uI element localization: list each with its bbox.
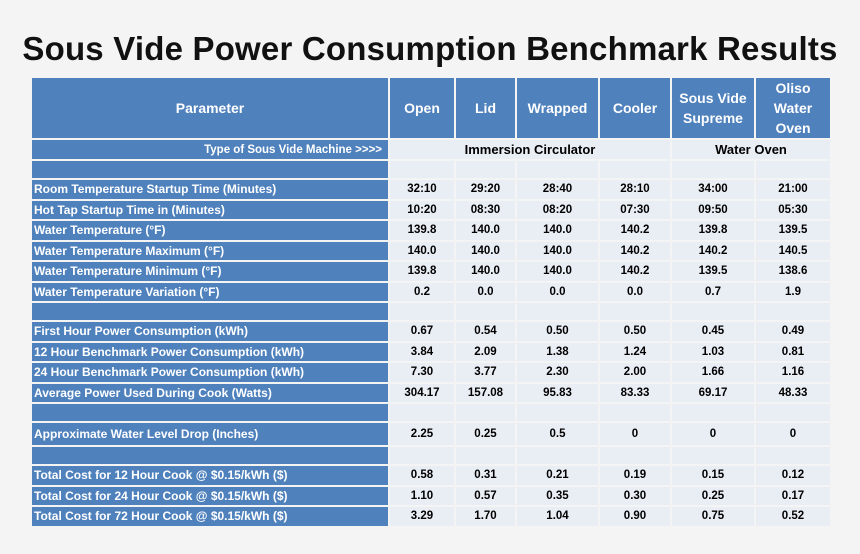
table-cell: 69.17 [672,384,754,403]
row-label: Hot Tap Startup Time in (Minutes) [32,201,388,220]
spacer-cell [756,447,830,464]
row-label: Total Cost for 72 Hour Cook @ $0.15/kWh ($) [32,507,388,526]
table-row [32,201,830,220]
table-cell: 138.6 [756,262,830,281]
table-cell: 0.2 [390,283,454,302]
spacer-row [32,447,830,464]
spacer-cell [600,161,670,178]
table-row [32,363,830,382]
spacer-cell [390,447,454,464]
table-cell: 2.30 [517,363,598,382]
spacer-cell [672,161,754,178]
table-cell: 7.30 [390,363,454,382]
row-label: Room Temperature Startup Time (Minutes) [32,180,388,199]
spacer-cell [456,404,515,421]
table-cell: 140.2 [600,242,670,261]
immersion-circulator-group: Immersion Circulator [390,140,670,159]
table-cell: 0.67 [390,322,454,341]
table-cell: 0 [672,423,754,445]
table-cell: 0.31 [456,466,515,485]
table-cell: 140.0 [456,262,515,281]
machine-type-row [32,140,830,159]
row-label: Water Temperature Minimum (°F) [32,262,388,281]
spacer-cell [672,404,754,421]
spacer-cell [672,447,754,464]
table-row [32,283,830,302]
table-cell: 0.35 [517,487,598,506]
water-oven-group: Water Oven [672,140,830,159]
table-cell: 1.38 [517,343,598,362]
table-cell: 139.8 [390,262,454,281]
table-cell: 0.5 [517,423,598,445]
table-cell: 0 [600,423,670,445]
table-cell: 0.12 [756,466,830,485]
table-cell: 0.81 [756,343,830,362]
spacer-cell [756,161,830,178]
spacer-cell [32,161,388,178]
spacer-cell [32,447,388,464]
table-cell: 139.5 [672,262,754,281]
table-row [32,322,830,341]
table-cell: 0 [756,423,830,445]
table-cell: 1.66 [672,363,754,382]
spacer-row [32,404,830,421]
table-cell: 3.77 [456,363,515,382]
table-cell: 0.54 [456,322,515,341]
table-cell: 1.16 [756,363,830,382]
table-cell: 21:00 [756,180,830,199]
table-cell: 0.50 [517,322,598,341]
spacer-row [32,303,830,320]
table-cell: 1.9 [756,283,830,302]
spacer-cell [32,404,388,421]
table-cell: 0.50 [600,322,670,341]
header-oliso-water-oven: Oliso Water Oven [756,78,830,138]
header-sous-vide-supreme: Sous Vide Supreme [672,78,754,138]
table-cell: 1.24 [600,343,670,362]
table-row [32,423,830,445]
spacer-cell [390,161,454,178]
table-cell: 0.75 [672,507,754,526]
header-parameter: Parameter [32,78,388,138]
spacer-cell [517,447,598,464]
table-cell: 07:30 [600,201,670,220]
header-cooler: Cooler [600,78,670,138]
table-cell: 304.17 [390,384,454,403]
spacer-cell [756,404,830,421]
table-cell: 0.52 [756,507,830,526]
table-cell: 48.33 [756,384,830,403]
row-label: Water Temperature (°F) [32,221,388,240]
table-cell: 157.08 [456,384,515,403]
table-cell: 140.0 [456,221,515,240]
row-label: Total Cost for 12 Hour Cook @ $0.15/kWh ($) [32,466,388,485]
table-cell: 0.49 [756,322,830,341]
table-cell: 0.58 [390,466,454,485]
table-cell: 0.21 [517,466,598,485]
spacer-cell [517,161,598,178]
table-cell: 0.0 [456,283,515,302]
spacer-cell [517,404,598,421]
header-open: Open [390,78,454,138]
table-row [32,262,830,281]
spacer-cell [756,303,830,320]
table-cell: 1.03 [672,343,754,362]
table-cell: 0.30 [600,487,670,506]
spacer-cell [600,303,670,320]
table-cell: 2.09 [456,343,515,362]
table-cell: 28:40 [517,180,598,199]
table-cell: 140.2 [600,221,670,240]
table-cell: 0.45 [672,322,754,341]
table-cell: 140.0 [517,221,598,240]
header-row [32,78,830,138]
row-label: 12 Hour Benchmark Power Consumption (kWh) [32,343,388,362]
table-row [32,180,830,199]
table-cell: 1.04 [517,507,598,526]
table-cell: 140.0 [390,242,454,261]
table-cell: 139.5 [756,221,830,240]
table-cell: 08:30 [456,201,515,220]
table-cell: 08:20 [517,201,598,220]
spacer-cell [456,447,515,464]
table-cell: 0.0 [517,283,598,302]
table-cell: 28:10 [600,180,670,199]
table-cell: 95.83 [517,384,598,403]
table-cell: 139.8 [672,221,754,240]
spacer-cell [456,303,515,320]
row-label: Approximate Water Level Drop (Inches) [32,423,388,445]
table-cell: 1.70 [456,507,515,526]
table-cell: 2.00 [600,363,670,382]
table-cell: 140.2 [600,262,670,281]
row-label: Average Power Used During Cook (Watts) [32,384,388,403]
header-lid: Lid [456,78,515,138]
table-cell: 0.17 [756,487,830,506]
header-wrapped: Wrapped [517,78,598,138]
table-cell: 0.0 [600,283,670,302]
row-label: Total Cost for 24 Hour Cook @ $0.15/kWh ($) [32,487,388,506]
table-cell: 10:20 [390,201,454,220]
table-cell: 140.0 [517,242,598,261]
table-cell: 140.0 [456,242,515,261]
table-cell: 2.25 [390,423,454,445]
table-row [32,384,830,403]
table-cell: 32:10 [390,180,454,199]
table-cell: 0.57 [456,487,515,506]
table-cell: 140.0 [517,262,598,281]
row-label: 24 Hour Benchmark Power Consumption (kWh) [32,363,388,382]
table-row [32,487,830,506]
row-label: First Hour Power Consumption (kWh) [32,322,388,341]
table-cell: 0.15 [672,466,754,485]
table-row [32,507,830,526]
table-cell: 140.5 [756,242,830,261]
table-row [32,466,830,485]
spacer-row [32,161,830,178]
machine-type-label: Type of Sous Vide Machine >>>> [32,140,388,159]
table-cell: 0.19 [600,466,670,485]
spacer-cell [390,404,454,421]
table-cell: 0.7 [672,283,754,302]
spacer-cell [600,447,670,464]
spacer-cell [672,303,754,320]
table-cell: 3.29 [390,507,454,526]
benchmark-table [30,76,832,528]
table-cell: 0.25 [672,487,754,506]
row-label: Water Temperature Maximum (°F) [32,242,388,261]
table-cell: 09:50 [672,201,754,220]
spacer-cell [517,303,598,320]
table-cell: 05:30 [756,201,830,220]
table-row [32,242,830,261]
spacer-cell [32,303,388,320]
table-cell: 3.84 [390,343,454,362]
table-row [32,343,830,362]
table-cell: 29:20 [456,180,515,199]
table-cell: 139.8 [390,221,454,240]
table-row [32,221,830,240]
spacer-cell [600,404,670,421]
table-cell: 0.90 [600,507,670,526]
spacer-cell [390,303,454,320]
table-cell: 83.33 [600,384,670,403]
spacer-cell [456,161,515,178]
table-cell: 140.2 [672,242,754,261]
table-cell: 34:00 [672,180,754,199]
table-cell: 1.10 [390,487,454,506]
table-cell: 0.25 [456,423,515,445]
row-label: Water Temperature Variation (°F) [32,283,388,302]
page-title: Sous Vide Power Consumption Benchmark Results [22,30,838,67]
